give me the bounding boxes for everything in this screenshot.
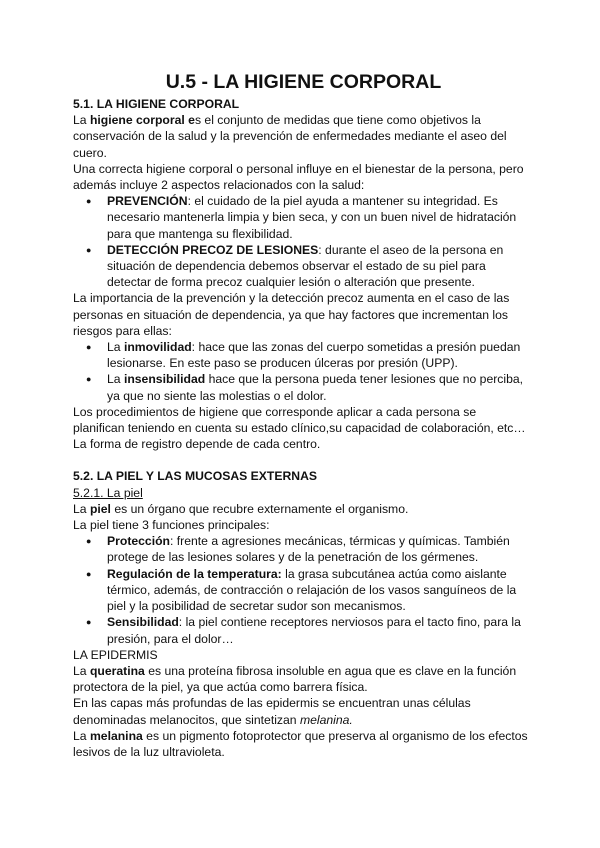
bullet-list-functions xyxy=(73,533,528,646)
paragraph-skin-definition xyxy=(73,501,528,517)
bold-term: melanina xyxy=(89,728,143,743)
bold-term: piel xyxy=(89,501,111,516)
paragraph-intro: Una correcta higiene corporal o personal influye en el bienestar de la persona, pero además incluye 2 aspectos relacionados con la salud: xyxy=(73,161,524,193)
text: La xyxy=(73,663,90,678)
text: la grasa subcutánea actúa como aislante térmico, además, de contracción o relajación de los vasos sanguíneos de la piel y la posibilidad de secretar sudor son mecanismos. xyxy=(107,566,517,614)
spacer xyxy=(73,452,528,468)
section-heading-5-1: 5.1. LA HIGIENE CORPORAL xyxy=(73,97,240,111)
bold-term: inmovilidad xyxy=(123,340,192,355)
bold-term: Sensibilidad xyxy=(107,615,179,630)
bold-term: DETECCIÓN PRECOZ DE LESIONES xyxy=(107,242,319,257)
bold-term: higiene corporal e xyxy=(89,113,195,128)
section-heading-5-2: 5.2. LA PIEL Y LAS MUCOSAS EXTERNAS xyxy=(73,469,318,484)
text: es una proteína fibrosa insoluble en agua que es clave en la función protectora de la piel, ya que actúa como barrera física. xyxy=(73,663,517,695)
epidermis-heading: LA EPIDERMIS xyxy=(73,647,158,662)
text: La xyxy=(107,372,124,387)
paragraph-definition xyxy=(73,112,528,161)
bold-term: insensibilidad xyxy=(123,372,206,387)
text: La xyxy=(73,501,90,516)
paragraph-procedures: Los procedimientos de higiene que corresponde aplicar a cada persona se planifican teniendo en cuenta su estado clínico,su capacidad de colaboración, etc… xyxy=(73,404,526,436)
list-item xyxy=(107,193,528,242)
paragraph-melanin xyxy=(73,728,528,760)
text: La xyxy=(73,113,90,128)
text: La xyxy=(107,340,124,355)
document-page xyxy=(73,70,528,760)
text: es un pigmento fotoprotector que preserva al organismo de los efectos lesivos de la luz ultravioleta. xyxy=(73,728,528,759)
bullet-list-risks xyxy=(73,339,528,404)
text: : la piel contiene receptores nerviosos para el tacto fino, para la presión, para el dolor… xyxy=(107,615,521,646)
paragraph-keratin xyxy=(73,663,528,695)
bold-term: PREVENCIÓN xyxy=(107,194,188,209)
text: : frente a agresiones mecánicas, térmicas y químicas. También protege de las lesiones solares y de la penetración de los gérmenes. xyxy=(107,534,510,565)
list-item xyxy=(107,533,528,565)
bold-term: queratina xyxy=(89,663,145,678)
paragraph-register: La forma de registro depende de cada centro. xyxy=(73,437,321,452)
text: : hace que las zonas del cuerpo sometidas a presión puedan lesionarse. En este paso se producen úlceras por presión (UPP). xyxy=(107,340,521,371)
bullet-list-aspects xyxy=(73,193,528,290)
bold-term: Protección xyxy=(107,534,170,549)
list-item xyxy=(107,614,528,646)
text: hace que la persona pueda tener lesiones que no perciba, ya que no siente las molestias o el dolor. xyxy=(107,372,524,403)
list-item xyxy=(107,566,528,615)
text: La xyxy=(73,728,90,743)
list-item xyxy=(107,371,528,403)
text: s el conjunto de medidas que tiene como objetivos la conservación de la salud y la prevención de enfermedades mediante el aseo del cuero. xyxy=(73,113,507,160)
text: : durante el aseo de la persona en situación de dependencia debemos observar el estado de su piel para detectar de forma precoz cualquier lesión o alteración que presente. xyxy=(107,242,504,290)
list-item xyxy=(107,339,528,371)
list-item xyxy=(107,242,528,291)
paragraph-risks: La importancia de la prevención y la detección precoz aumenta en el caso de las personas en situación de dependencia, ya que hay factores que incrementan los riesgos para ellas: xyxy=(73,291,510,338)
text: : el cuidado de la piel ayuda a mantener su integridad. Es necesario mantenerla limpia y bien seca, y con un buen nivel de hidratación para que mantenga su flexibilidad. xyxy=(107,194,517,241)
italic-term: melanina. xyxy=(299,712,353,727)
paragraph-melanocytes xyxy=(73,695,528,727)
text: es un órgano que recubre externamente el organismo. xyxy=(110,501,409,516)
page-title: U.5 - LA HIGIENE CORPORAL xyxy=(165,71,442,93)
paragraph-functions-intro: La piel tiene 3 funciones principales: xyxy=(73,518,270,533)
text: En las capas más profundas de las epidermis se encuentran unas células denominadas melanocitos, que sintetizan xyxy=(73,696,471,727)
subsection-heading-5-2-1: 5.2.1. La piel xyxy=(73,485,143,500)
bold-term: Regulación de la temperatura: xyxy=(107,566,282,581)
